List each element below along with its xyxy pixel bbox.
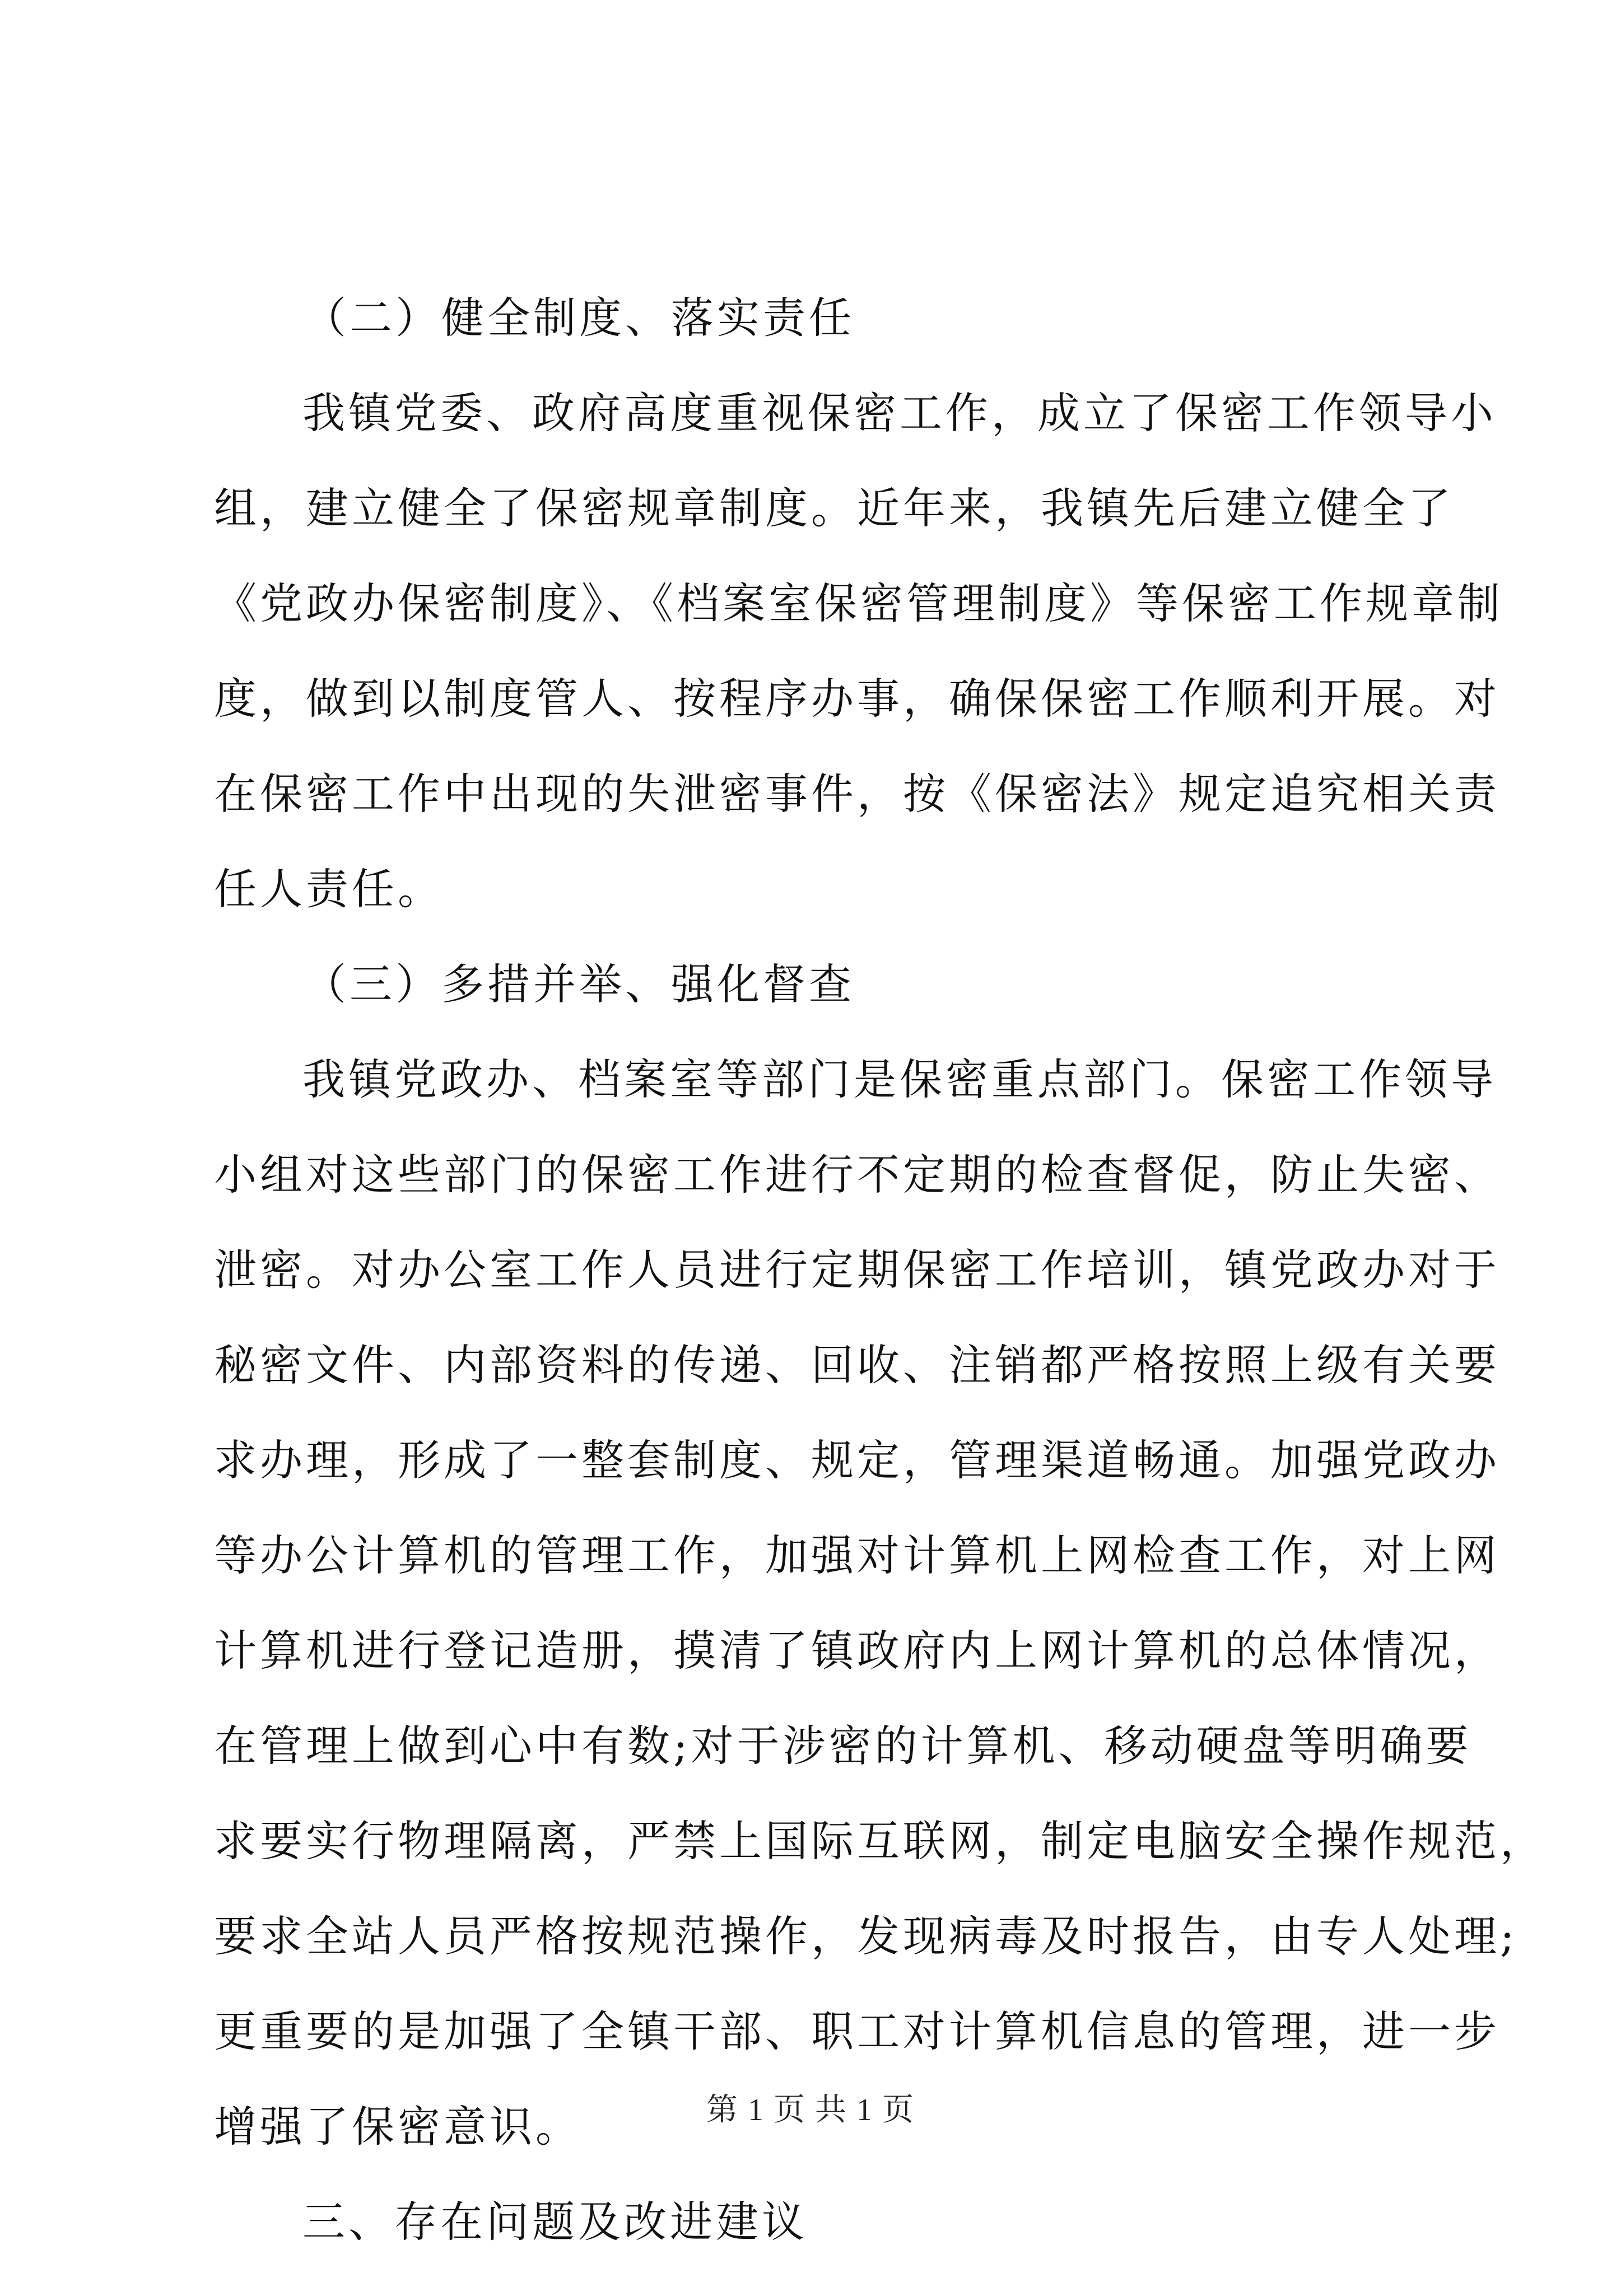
- para-1-line-3: 《党政办保密制度》、《档案室保密管理制度》等保密工作规章制: [214, 578, 1503, 628]
- para-2-line-12: 增强了保密意识。: [214, 2102, 581, 2152]
- page-number-footer: 第 1 页 共 1 页: [706, 2093, 915, 2127]
- subheading-2: （二）健全制度、落实责任: [304, 293, 855, 343]
- section-heading-3: 三、存在问题及改进建议: [302, 2197, 808, 2247]
- para-2-line-11: 更重要的是加强了全镇干部、职工对计算机信息的管理，进一步: [214, 2006, 1500, 2056]
- para-1-line-5: 在保密工作中出现的失泄密事件，按《保密法》规定追究相关责: [214, 769, 1500, 819]
- para-1-line-6: 任人责任。: [214, 864, 444, 914]
- para-2-line-8: 在管理上做到心中有数;对于涉密的计算机、移动硬盘等明确要: [214, 1721, 1472, 1771]
- para-2-line-10: 要求全站人员严格按规范操作，发现病毒及时报告，由专人处理;: [214, 1911, 1518, 1961]
- para-2-line-5: 求办理，形成了一整套制度、规定，管理渠道畅通。加强党政办: [214, 1435, 1500, 1485]
- para-2-line-9: 求要实行物理隔离，严禁上国际互联网，制定电脑安全操作规范，: [214, 1816, 1546, 1866]
- para-2-line-4: 秘密文件、内部资料的传递、回收、注销都严格按照上级有关要: [214, 1340, 1500, 1390]
- para-1-line-4: 度，做到以制度管人、按程序办事，确保保密工作顺利开展。对: [214, 674, 1500, 724]
- para-2-line-7: 计算机进行登记造册，摸清了镇政府内上网计算机的总体情况，: [214, 1626, 1500, 1676]
- para-2-line-6: 等办公计算机的管理工作，加强对计算机上网检查工作，对上网: [214, 1530, 1500, 1580]
- para-2-line-2: 小组对这些部门的保密工作进行不定期的检查督促，防止失密、: [214, 1150, 1500, 1200]
- para-1-line-1: 我镇党委、政府高度重视保密工作，成立了保密工作领导小: [302, 388, 1497, 438]
- para-2-line-1: 我镇党政办、档案室等部门是保密重点部门。保密工作领导: [302, 1054, 1497, 1104]
- subheading-3: （三）多措并举、强化督查: [304, 959, 855, 1009]
- para-2-line-3: 泄密。对办公室工作人员进行定期保密工作培训，镇党政办对于: [214, 1245, 1500, 1295]
- para-1-line-2: 组，建立健全了保密规章制度。近年来，我镇先后建立健全了: [214, 483, 1454, 533]
- document-body: [214, 293, 1546, 2296]
